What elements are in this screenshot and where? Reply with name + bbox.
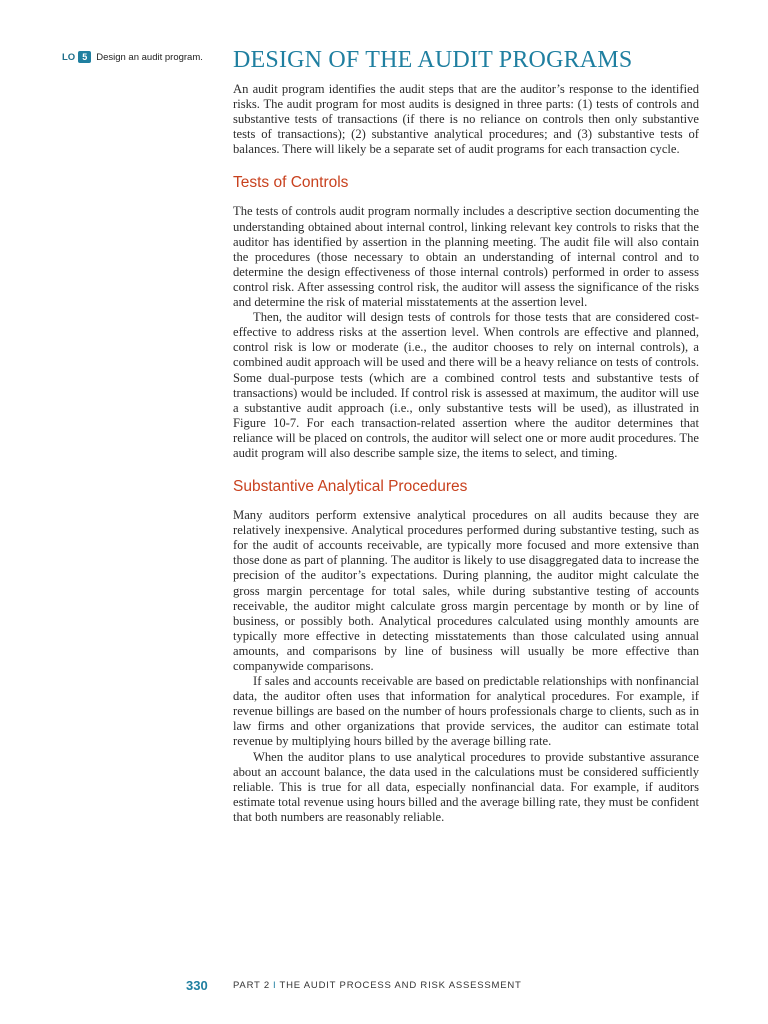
section-heading-tests-of-controls: Tests of Controls bbox=[233, 174, 349, 192]
lo-label: LO bbox=[62, 52, 76, 63]
paragraph: The tests of controls audit program normally includes a descriptive section documenting the understanding obtained about internal control, linking relevant key controls to risks that the auditor has identified by assertion in the planning meeting. The audit file will also contain the procedures (those necessary to obtain an understanding of internal control and to determine the design effectiveness of those internal controls) performed in order to assess control risk. After assessing control risk, the auditor will assess the significance of the risks and determine the risk of material misstatements at the assertion level. bbox=[233, 204, 699, 310]
lo-number-badge: 5 bbox=[78, 51, 91, 63]
paragraph: Then, the auditor will design tests of controls for those tests that are considered cost-effective to address risks at the assertion level. When controls are effective and planned, control risk is low or moderate (i.e., the auditor chooses to rely on internal controls), a combined audit approach will be used and there will be a heavy reliance on tests of controls. Some dual-purpose tests (which are a combined control tests and substantive tests of transactions) would be included. If control risk is assessed at maximum, the auditor will use a substantive audit approach (i.e., only substantive tests will be used), as illustrated in Figure 10-7. For each transaction-related assertion where the auditor determines that reliance will be placed on controls, the auditor will select one or more audit procedures. The audit program will also describe sample size, the items to select, and timing. bbox=[233, 310, 699, 460]
separator: I bbox=[273, 980, 277, 991]
page-title: DESIGN OF THE AUDIT PROGRAMS bbox=[233, 47, 633, 73]
part-label: PART 2 bbox=[233, 980, 271, 991]
main-content bbox=[233, 46, 699, 825]
intro-paragraph: An audit program identifies the audit steps that are the auditor’s response to the identified risks. The audit program for most audits is designed in three parts: (1) tests of controls and substantive tests of transactions (if there is no reliance on controls then only substantive tests of transactions); (2) substantive analytical procedures; and (3) substantive tests of balances. There will likely be a separate set of audit programs for each transaction cycle. bbox=[233, 82, 699, 157]
paragraph: When the auditor plans to use analytical procedures to provide substantive assurance about an account balance, the data used in the calculations must be considered sufficiently reliable. This is true for all data, especially nonfinancial data. For example, if auditors estimate total revenue using hours billed and the average billing rate, they must be confident that both numbers are reasonably reliable. bbox=[233, 749, 699, 824]
learning-objective-note bbox=[62, 51, 212, 64]
lo-text: Design an audit program. bbox=[96, 52, 203, 63]
running-head bbox=[233, 980, 522, 991]
page-number: 330 bbox=[186, 978, 208, 993]
paragraph: Many auditors perform extensive analytical procedures on all audits because they are relatively inexpensive. Analytical procedures performed during substantive testing, such as for the audit of accounts receivable, are typically more focused and more extensive than those done as part of planning. The auditor is likely to use disaggregated data to increase the precision of the auditor’s expectations. During planning, the auditor might calculate the gross margin percentage for total sales, while during substantive testing of accounts receivable, the auditor might calculate gross margin percentage by month or by line of business, or possibly both. Analytical procedures calculated using monthly amounts are typically more effective in detecting misstatements than those calculated using annual amounts, and comparisons by line of business will usually be more effective than companywide comparisons. bbox=[233, 508, 699, 673]
running-title: THE AUDIT PROCESS AND RISK ASSESSMENT bbox=[279, 980, 522, 991]
section-heading-substantive-analytical-procedures: Substantive Analytical Procedures bbox=[233, 478, 468, 496]
paragraph: If sales and accounts receivable are based on predictable relationships with nonfinancial data, the auditor often uses that information for analytical procedures. For example, if revenue billings are based on the number of hours professionals charge to clients, such as in law firms and other organizations that provide services, the auditor can estimate total revenue by multiplying hours billed by the average billing rate. bbox=[233, 674, 699, 749]
